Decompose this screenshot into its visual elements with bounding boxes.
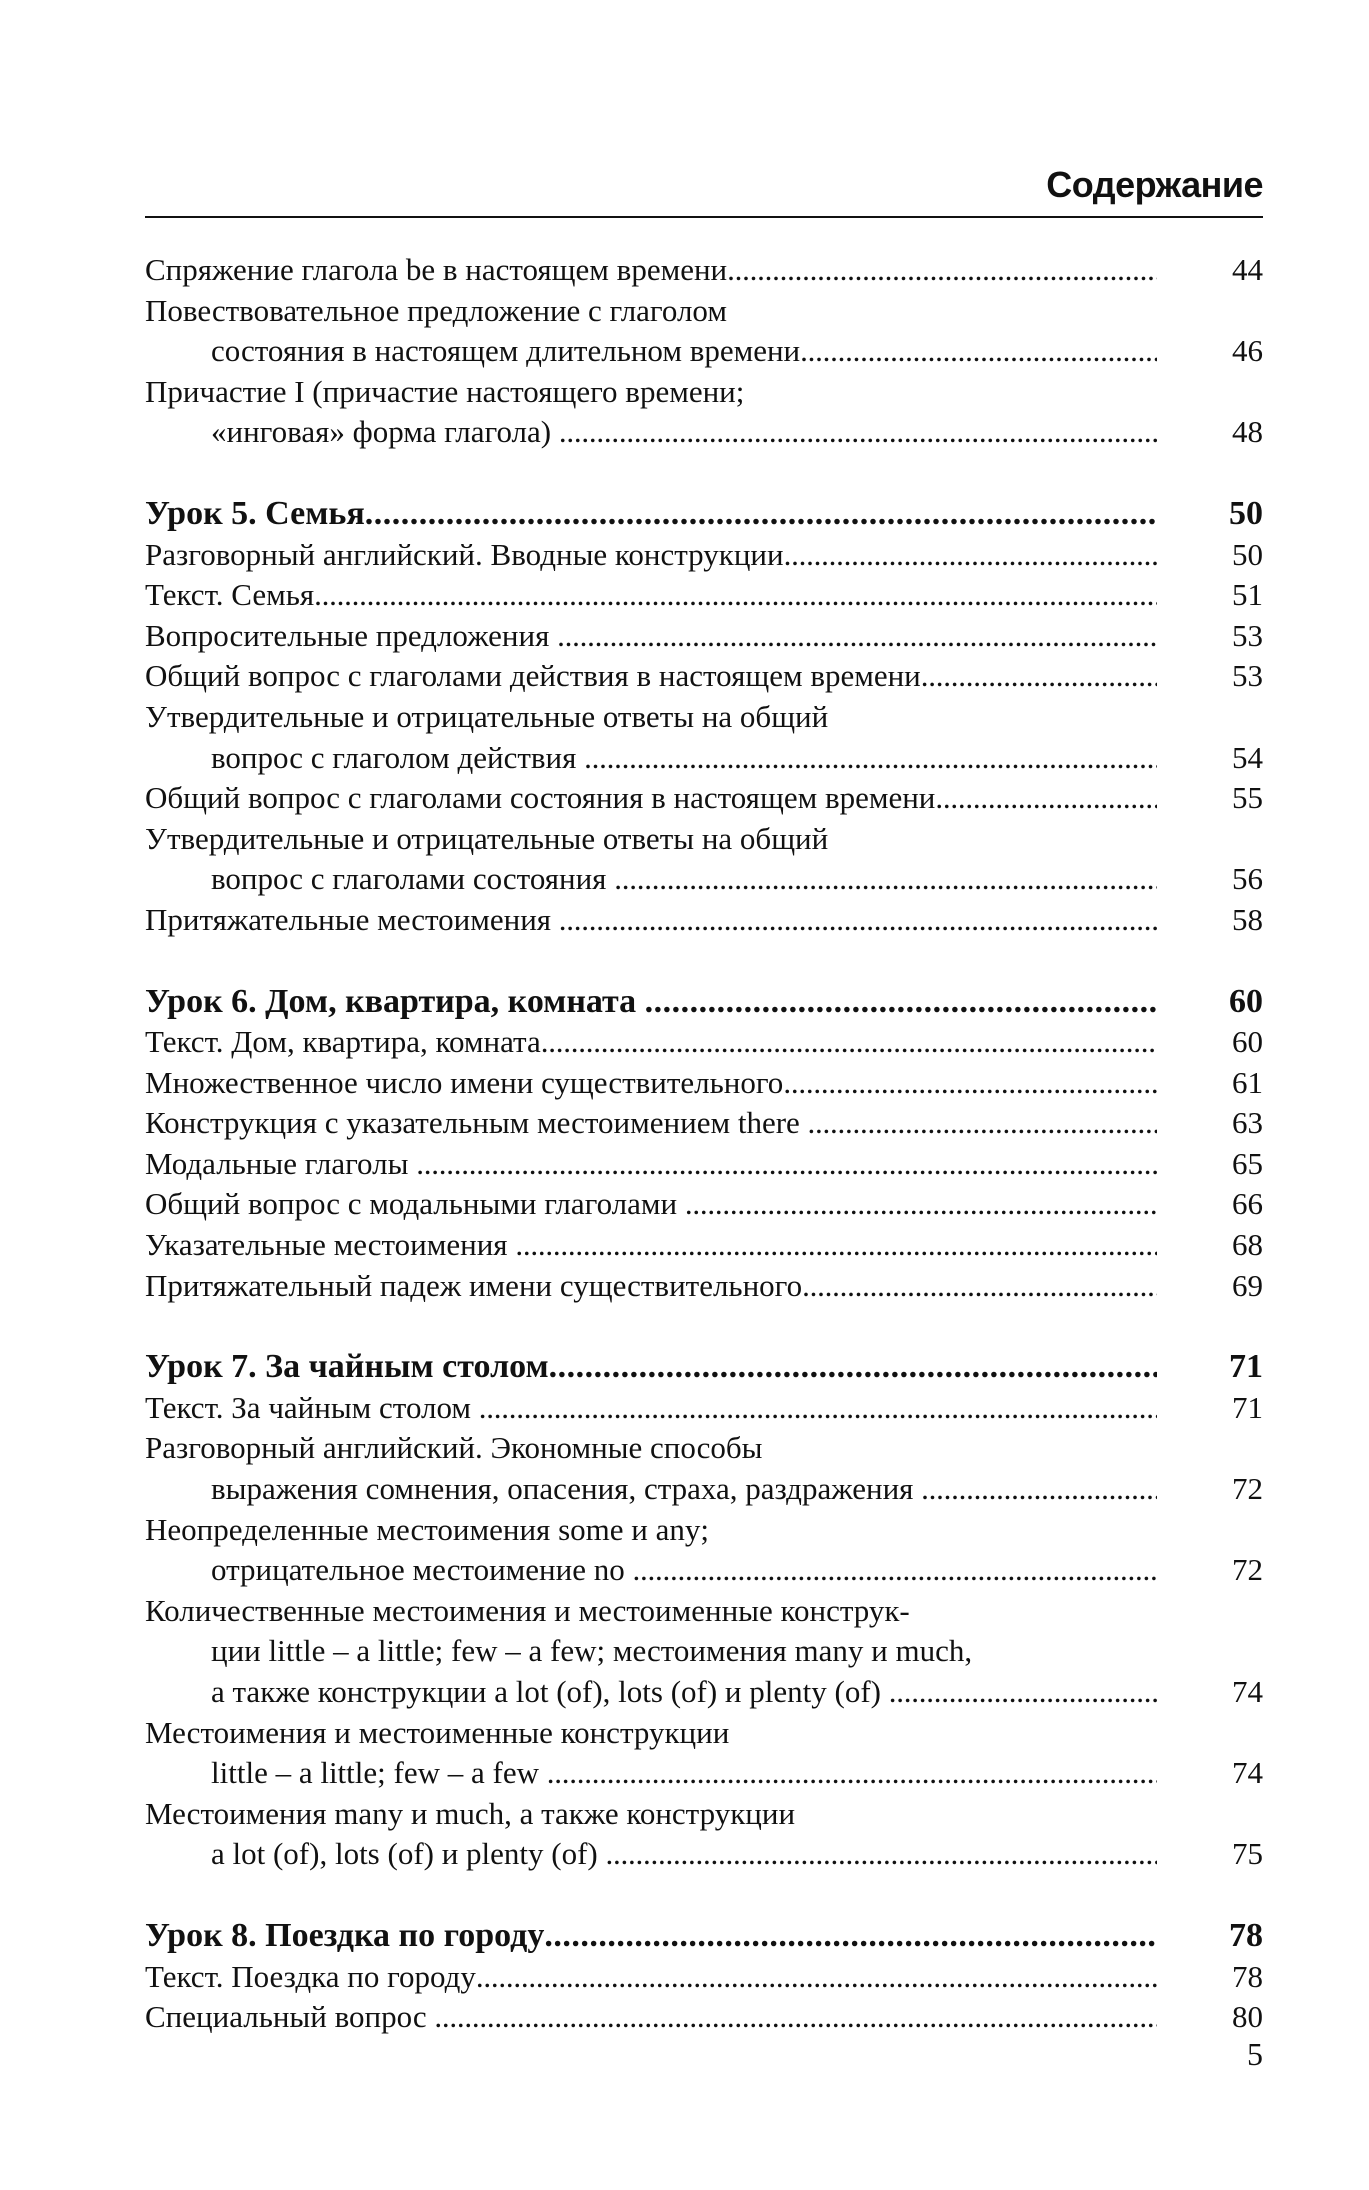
toc-entry-page: 78 — [1232, 1958, 1263, 1994]
toc-entry-text: выражения сомнения, опасения, страха, раздражения — [211, 1471, 922, 1507]
dot-leader — [314, 575, 1157, 616]
toc-entry-page: 60 — [1232, 1024, 1263, 1060]
toc-entry-text: Множественное число имени существительного — [145, 1064, 784, 1100]
lesson-heading — [145, 1347, 1263, 1388]
toc-entry-line — [145, 535, 1157, 576]
toc-section — [145, 982, 1263, 1307]
toc-entry-text: Разговорный английский. Экономные способы — [145, 1430, 763, 1466]
toc-entry-text: Вопросительные предложения — [145, 617, 558, 653]
lesson-page-number: 71 — [1229, 1348, 1263, 1386]
toc-entry-line — [145, 372, 1157, 413]
lesson-page-number: 78 — [1229, 1916, 1263, 1954]
toc-entry-text: ции little – a little; few – a few; местоимения many и much, — [211, 1633, 973, 1669]
dot-leader — [476, 1957, 1157, 1998]
toc-entry — [145, 1184, 1263, 1225]
dot-leader — [727, 250, 1157, 291]
toc-entry-text: состояния в настоящем длительном времени — [211, 333, 801, 369]
toc-entry-page: 74 — [1232, 1674, 1263, 1709]
toc-entry-line — [145, 412, 1157, 453]
toc-entry-text: Неопределенные местоимения some и any; — [145, 1511, 709, 1547]
toc-entry — [145, 778, 1263, 819]
dot-leader — [515, 1225, 1157, 1266]
toc-entry — [145, 1591, 1263, 1713]
toc-entry-line — [145, 1916, 1157, 1957]
toc-entry-line — [145, 1753, 1157, 1794]
toc-entry-page: 72 — [1232, 1471, 1263, 1507]
toc-entry-line — [145, 1510, 1157, 1551]
toc-entry — [145, 1266, 1263, 1307]
toc-entry-page: 51 — [1232, 577, 1263, 613]
toc-entry-text: Повествовательное предложение с глаголом — [145, 292, 727, 328]
toc-entry-page: 69 — [1232, 1267, 1263, 1303]
toc-entry-line — [145, 1957, 1157, 1998]
lesson-title: Урок 8. Поездка по городу — [145, 1916, 545, 1954]
dot-leader — [547, 1753, 1157, 1794]
dot-leader — [416, 1144, 1157, 1185]
toc-entry-text: «инговая» форма глагола) — [211, 414, 559, 450]
toc-entry — [145, 819, 1263, 900]
dot-leader — [606, 1834, 1157, 1875]
toc-entry-line — [145, 575, 1157, 616]
toc-entry-line — [145, 859, 1157, 900]
dot-leader — [479, 1388, 1157, 1429]
toc-entry-page: 44 — [1232, 252, 1263, 287]
page-header — [145, 160, 1263, 218]
toc-entry — [145, 1225, 1263, 1266]
toc-entry-line — [145, 1591, 1157, 1632]
toc-entry-page: 80 — [1232, 1999, 1263, 2035]
toc-entry-page: 56 — [1232, 861, 1263, 897]
dot-leader — [808, 1103, 1157, 1144]
toc-entry-text: вопрос с глаголами состояния — [211, 861, 615, 897]
toc-entry-line — [145, 982, 1157, 1023]
toc-entry — [145, 616, 1263, 657]
toc-entry — [145, 1022, 1263, 1063]
dot-leader — [935, 778, 1157, 819]
toc-entry-line — [145, 1428, 1157, 1469]
toc-entry-text: Специальный вопрос — [145, 1999, 435, 2035]
toc-entry-text: отрицательное местоимение no — [211, 1552, 633, 1588]
toc-entry-text: Притяжательный падеж имени существительного — [145, 1267, 803, 1303]
toc-entry — [145, 656, 1263, 697]
toc-entry — [145, 575, 1263, 616]
toc-entry-text: Общий вопрос с глаголами действия в настоящем времени — [145, 658, 921, 694]
page-number: 5 — [1247, 2036, 1263, 2072]
toc-entry-text: Утвердительные и отрицательные ответы на общий — [145, 698, 829, 734]
toc-entry-page: 61 — [1232, 1064, 1263, 1100]
dot-leader — [921, 656, 1157, 697]
toc-entry-text: Общий вопрос с модальными глаголами — [145, 1186, 685, 1222]
toc-entry-page: 65 — [1232, 1145, 1263, 1181]
toc-section — [145, 1347, 1263, 1875]
toc-entry-text: Местоимения many и much, а также конструкции — [145, 1795, 796, 1831]
toc-entry-line — [145, 1266, 1157, 1307]
toc-entry-line — [145, 819, 1157, 860]
dot-leader — [559, 900, 1157, 941]
toc-entry — [145, 1388, 1263, 1429]
toc-entry-text: little – a little; few – a few — [211, 1755, 547, 1791]
toc-entry-page: 58 — [1232, 901, 1263, 937]
toc-entry-page: 46 — [1232, 333, 1263, 369]
toc-entry-page: 75 — [1232, 1836, 1263, 1872]
toc-entry-page: 53 — [1232, 658, 1263, 694]
toc-entry-page: 74 — [1232, 1755, 1263, 1791]
dot-leader — [544, 1916, 1157, 1957]
toc-entry-line — [145, 900, 1157, 941]
lesson-title: Урок 5. Семья — [145, 494, 365, 532]
toc-entry-line — [145, 1997, 1157, 2038]
toc-entry — [145, 1063, 1263, 1104]
toc-entry-line — [145, 1347, 1157, 1388]
toc-entry-text: Притяжательные местоимения — [145, 901, 559, 937]
toc-entry-text: Количественные местоимения и местоименные конструк- — [145, 1592, 910, 1628]
toc-entry-line — [145, 616, 1157, 657]
toc-entry-line — [145, 1022, 1157, 1063]
toc-entry-line — [145, 1184, 1157, 1225]
toc-entry-line — [145, 1225, 1157, 1266]
dot-leader — [645, 982, 1157, 1023]
toc-entry-text: a lot (of), lots (of) и plenty (of) — [211, 1836, 606, 1872]
dot-leader — [802, 1266, 1157, 1307]
toc-section — [145, 1916, 1263, 2038]
toc-entry — [145, 291, 1263, 372]
toc-entry-line — [145, 697, 1157, 738]
toc-entry-page: 54 — [1232, 739, 1263, 775]
toc-entry — [145, 372, 1263, 453]
dot-leader — [614, 859, 1157, 900]
toc-entry-line — [145, 1144, 1157, 1185]
toc-entry — [145, 1713, 1263, 1794]
dot-leader — [784, 535, 1157, 576]
toc-entry-text: Утвердительные и отрицательные ответы на общий — [145, 820, 829, 856]
toc-entry-line — [145, 1794, 1157, 1835]
toc-entry-text: Модальные глаголы — [145, 1145, 417, 1181]
dot-leader — [434, 1997, 1157, 2038]
dot-leader — [549, 1347, 1157, 1388]
toc-entry-line — [145, 778, 1157, 819]
lesson-heading — [145, 982, 1263, 1023]
dot-leader — [685, 1184, 1157, 1225]
toc-entry — [145, 1997, 1263, 2038]
toc-entry-page: 50 — [1232, 536, 1263, 572]
toc-entry — [145, 900, 1263, 941]
lesson-heading — [145, 1916, 1263, 1957]
toc-entry — [145, 250, 1263, 291]
toc-entry-page: 48 — [1232, 414, 1263, 450]
toc-entry-line — [145, 1834, 1157, 1875]
toc-entry-text: Общий вопрос с глаголами состояния в настоящем времени — [145, 780, 936, 816]
toc-entry — [145, 1957, 1263, 1998]
toc-entry — [145, 1794, 1263, 1875]
toc-entry — [145, 697, 1263, 778]
lesson-heading — [145, 494, 1263, 535]
toc-entry — [145, 1144, 1263, 1185]
dot-leader — [783, 1063, 1157, 1104]
toc-entry-line — [145, 1631, 1157, 1672]
toc-entry-line — [145, 1388, 1157, 1429]
toc-entry-text: Причастие I (причастие настоящего времени; — [145, 373, 745, 409]
table-of-contents — [145, 250, 1263, 2079]
toc-entry-text: Текст. Поездка по городу — [145, 1958, 476, 1994]
toc-entry-text: а также конструкции a lot (of), lots (of) и plenty (of) — [211, 1674, 889, 1709]
dot-leader — [584, 738, 1157, 779]
toc-entry-line — [145, 1713, 1157, 1754]
toc-entry — [145, 1428, 1263, 1509]
toc-entry-text: Местоимения и местоименные конструкции — [145, 1714, 730, 1750]
toc-entry-page: 68 — [1232, 1227, 1263, 1263]
toc-entry-page: 55 — [1232, 780, 1263, 816]
lesson-page-number: 60 — [1229, 982, 1263, 1020]
header-title: Содержание — [1046, 164, 1263, 205]
dot-leader — [633, 1550, 1158, 1591]
toc-entry-page: 63 — [1232, 1105, 1263, 1141]
toc-entry-page: 71 — [1232, 1389, 1263, 1425]
toc-entry — [145, 535, 1263, 576]
toc-entry-line — [145, 1550, 1157, 1591]
lesson-title: Урок 7. За чайным столом — [145, 1348, 549, 1386]
dot-leader — [559, 412, 1157, 453]
toc-entry-text: Текст. За чайным столом — [145, 1389, 479, 1425]
toc-entry-line — [145, 1103, 1157, 1144]
toc-entry-line — [145, 1469, 1157, 1510]
toc-entry-line — [145, 291, 1157, 332]
toc-entry-text: Текст. Семья — [145, 577, 315, 613]
toc-entry-line — [145, 1672, 1157, 1713]
dot-leader — [800, 331, 1157, 372]
lesson-title: Урок 6. Дом, квартира, комната — [145, 982, 645, 1020]
toc-section — [145, 250, 1263, 453]
toc-entry — [145, 1510, 1263, 1591]
toc-entry-text: Разговорный английский. Вводные конструкции — [145, 536, 784, 572]
toc-entry-line — [145, 331, 1157, 372]
toc-entry-page: 72 — [1232, 1552, 1263, 1588]
dot-leader — [921, 1469, 1157, 1510]
toc-entry-text: Спряжение глагола be в настоящем времени — [145, 252, 728, 287]
toc-entry-text: вопрос с глаголом действия — [211, 739, 585, 775]
lesson-page-number: 50 — [1229, 494, 1263, 532]
dot-leader — [889, 1672, 1157, 1713]
toc-section — [145, 494, 1263, 941]
toc-entry-text: Указательные местоимения — [145, 1227, 516, 1263]
toc-entry-text: Текст. Дом, квартира, комната — [145, 1024, 541, 1060]
toc-entry-line — [145, 494, 1157, 535]
toc-entry-line — [145, 250, 1157, 291]
dot-leader — [541, 1022, 1157, 1063]
toc-entry-page: 53 — [1232, 617, 1263, 653]
dot-leader — [365, 494, 1157, 535]
toc-entry-line — [145, 738, 1157, 779]
toc-entry-text: Конструкция с указательным местоимением there — [145, 1105, 808, 1141]
toc-entry-line — [145, 656, 1157, 697]
dot-leader — [557, 616, 1157, 657]
toc-entry-line — [145, 1063, 1157, 1104]
toc-entry-page: 66 — [1232, 1186, 1263, 1222]
toc-entry — [145, 1103, 1263, 1144]
